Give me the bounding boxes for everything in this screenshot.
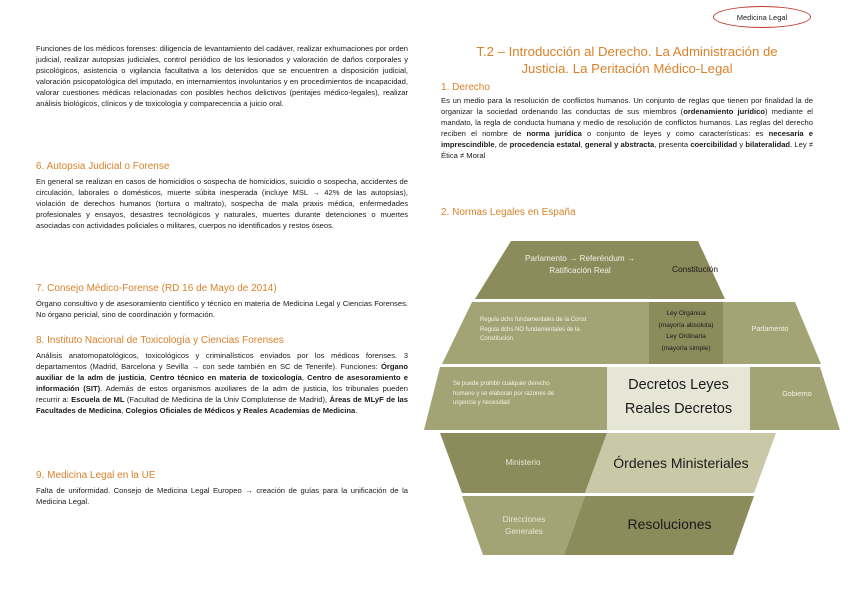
chapter-title-line-1: T.2 – Introducción al Derecho. La Administración de: [476, 44, 778, 59]
pyramid-top-label-line-1: Parlamento → Referéndum →: [524, 254, 636, 263]
section-2-title: 2. Normas Legales en España: [441, 207, 576, 218]
level-2-description-line-2: Regula dchs NO fundamentales de la: [480, 326, 580, 333]
text-run: Funciones de los médicos forenses: diligencia de levantamiento del cadáver, realizar exhumaciones por orden judicial, realizar autopsias judiciales, control periódico de los lesionados y valoración de daños corporales y psicológicos, asistencia o vigilancia facultativa a los detenidos que se encuentren a disposición judicial, valoración psicopatológica del imputado, en internamientos involuntarios y en procedimientos de incapacidad, valorar cuestiones médicas relacionadas con posibles hechos delictivos (peritajes médico-legales), realizar análisis biológicos, clínicos y de toxicología y comparecencia a juicio oral.: [36, 44, 408, 109]
resoluciones-label: Resoluciones: [627, 516, 712, 532]
decretos-label: [607, 373, 750, 421]
chapter-title-line-2: Justicia. La Peritación Médico-Legal: [521, 61, 733, 76]
direcciones-generales-line-1: Direcciones: [502, 515, 546, 524]
bold-term: bilateralidad: [745, 140, 791, 150]
bold-term: Áreas de MLyF de las Facultades de Medicina: [36, 395, 408, 416]
level-3-description-line-1: Se puede prohibir cualquier derecho: [453, 381, 550, 387]
pyramid-level-3-right: [750, 367, 840, 430]
header-badge: Medicina Legal: [713, 6, 811, 28]
ley-organica-label: Ley Orgánica: [666, 310, 706, 317]
text-run: o conjunto de leyes y como características: es: [581, 129, 769, 139]
text-run: ,: [121, 406, 126, 416]
level-2-description-line-3: Constitución: [480, 336, 514, 342]
text-run: Análisis anatomopatológicos, toxicológicos y criminalísticos enviados por los médicos forenses. 3 departamentos (Madrid, Barcelona y Sevilla → con sede también en SC de Tenerife). Funciones:: [36, 351, 408, 372]
text-run: ,: [144, 373, 150, 383]
ley-ordinaria-note: (mayoría simple): [661, 344, 711, 352]
level-2-description: [480, 316, 640, 345]
section-6-title: 6. Autopsia Judicial o Forense: [36, 161, 170, 172]
section-8-title: 8. Instituto Nacional de Toxicología y Ciencias Forenses: [36, 335, 284, 346]
bold-term: Órgano auxiliar de la adm de justicia: [36, 362, 408, 383]
level-2-description-line-1: Regula dchs fundamentales de la Const: [480, 317, 587, 323]
bold-term: Colegios Oficiales de Médicos y Reales Academias de Medicina: [125, 406, 356, 416]
level-3-description: [453, 380, 603, 409]
constitucion-label: Constitución: [671, 264, 719, 274]
bold-term: procedencia estatal: [509, 140, 581, 150]
bold-term: norma jurídica: [526, 129, 582, 139]
bold-term: coercibilidad: [690, 140, 738, 150]
bold-term: general y abstracta: [584, 140, 655, 150]
bold-term: Centro técnico en materia de toxicología: [149, 373, 302, 383]
text-run: . Además de estos organismos auxiliares de la adm de justicia, los tribunales pueden recurrir a:: [36, 384, 408, 405]
text-run: Es un medio para la resolución de conflictos humanos. Un conjunto de reglas que tienen por finalidad la de organizar la sociedad ordenando las conductas de sus miembros (: [441, 96, 813, 117]
decretos-leyes-label: Decretos Leyes: [628, 377, 729, 393]
text-run: En general se realizan en casos de homicidios o sospecha de homicidios, suicidio o sospecha, accidentes de circulación, laborales o domésticos, muerte súbita inesperada (incluye MSL → 42% de las autopsias), violación de derechos humanos (tortura o maltrato), sospecha de mala praxis médica, enfermedades profesionales y ensayos, desastres tecnológicos y naturales, muertes durante detenciones o muertes asociadas con actividades policiales o militares, cuerpos no identificados y restos óseos.: [36, 177, 408, 231]
text-run: y: [737, 140, 746, 150]
pyramid-top-label: [505, 253, 655, 277]
section-1-title: 1. Derecho: [441, 82, 490, 93]
text-run: . Ley ≠ Ética ≠ Moral: [441, 140, 813, 161]
pyramid-top-label-line-2: Ratificación Real: [549, 266, 611, 275]
text-run: Falta de uniformidad. Consejo de Medicina Legal Europeo → creación de guías para la unificación de la Medicina Legal.: [36, 486, 408, 507]
reales-decretos-label: Reales Decretos: [624, 401, 733, 417]
text-run: , de: [494, 140, 510, 150]
level-3-description-line-3: urgencia y necesidad: [453, 400, 510, 406]
gobierno-label: Gobierno: [782, 389, 812, 398]
level-3-description-line-2: humano y se elaboran por razones de: [453, 390, 555, 397]
bold-term: ordenamiento jurídico: [683, 107, 765, 117]
bold-term: Escuela de ML: [71, 395, 125, 405]
direcciones-generales-line-2: Generales: [505, 527, 543, 536]
text-run: (Facultad de Medicina de la Univ Complutense de Madrid),: [124, 395, 330, 405]
section-7-title: 7. Consejo Médico-Forense (RD 16 de Mayo de 2014): [36, 283, 277, 294]
text-run: ,: [580, 140, 585, 150]
text-run: Órgano consultivo y de asesoramiento científico y técnico en materia de Medicina Legal y Ciencias Forenses. No órgano pericial, sino de coordinación y formación.: [36, 299, 408, 320]
text-run: ,: [301, 373, 308, 383]
text-run: , presenta: [654, 140, 691, 150]
ordenes-ministeriales-label: Órdenes Ministeriales: [613, 455, 749, 471]
pyramid-level-2-right: [723, 302, 821, 364]
leyes-label: [651, 308, 721, 354]
text-run: .: [355, 406, 358, 416]
ley-organica-note: (mayoría absoluta): [658, 321, 714, 329]
parlamento-label: Parlamento: [751, 324, 789, 333]
ley-ordinaria-label: Ley Ordinaria: [666, 333, 706, 340]
bold-term: Centro de asesoramiento e información (SIT): [36, 373, 408, 394]
bold-term: necesaria e imprescindible: [441, 129, 814, 150]
ministerio-label: Ministerio: [505, 458, 541, 467]
text-run: ) mediante el mandato, la regla de conducta humana y medio de resolución de conflictos humanos. Las reglas del derecho reciben el nombre de: [441, 107, 813, 139]
section-9-title: 9. Medicina Legal en la UE: [36, 470, 156, 481]
direcciones-generales-label: [478, 514, 570, 538]
